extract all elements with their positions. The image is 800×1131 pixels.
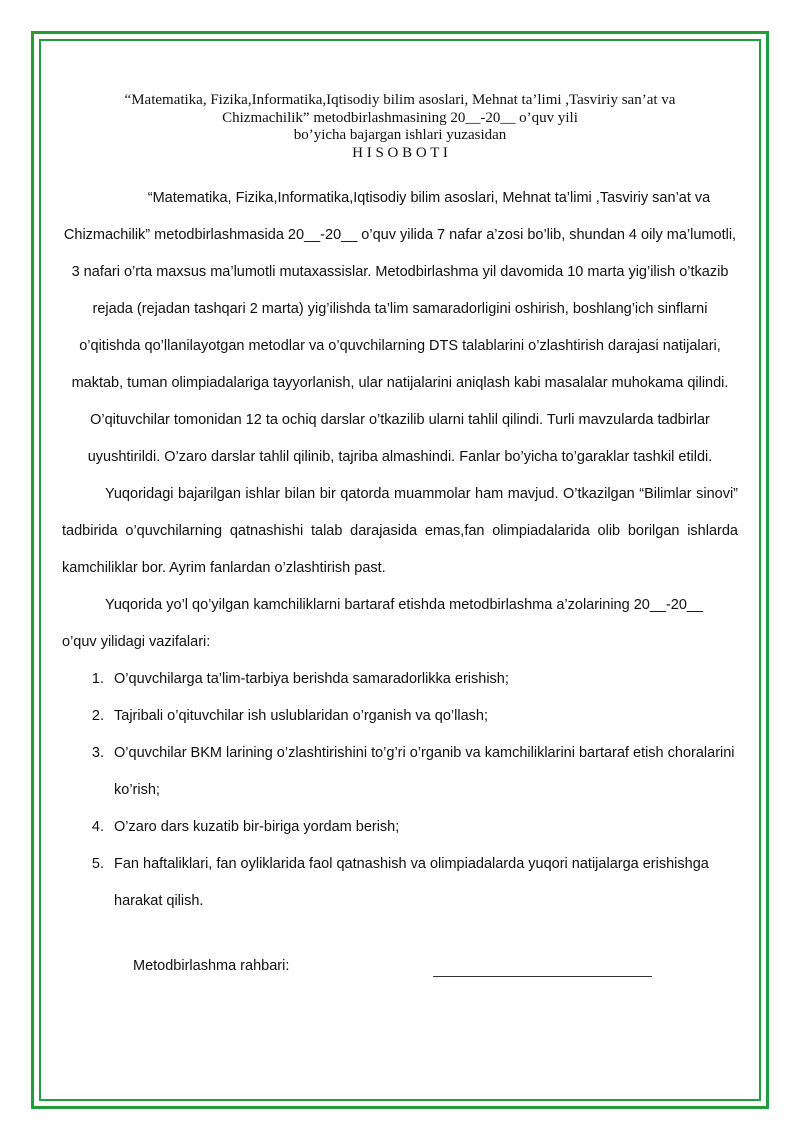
tasks-list [62, 661, 738, 920]
header-line-2: Chizmachilik” metodbirlashmasining 20__-20__ o’quv yili [222, 109, 578, 126]
document-title: H I S O B O T I [352, 144, 448, 161]
header-line-1: “Matematika, Fizika,Informatika,Iqtisodiy bilim asoslari, Mehnat ta’limi ,Tasviriy san’at va [124, 92, 676, 108]
signature-line [433, 976, 652, 977]
list-item: 3. O’quvchilar BKM larining o’zlashtirishini to’g’ri o’rganib va kamchiliklarini bartaraf etish choralarini ko’rish; [108, 735, 738, 809]
list-item: 1. O’quvchilarga ta’lim-tarbiya berishda samaradorlikka erishish; [108, 661, 738, 698]
tasks-intro: Yuqorida yo’l qo’yilgan kamchiliklarni bartaraf etishda metodbirlashma a’zolarining 20__-20__ o’quv yilidagi vazifalari: [62, 597, 704, 650]
signature-label: Metodbirlashma rahbari: [133, 958, 290, 974]
list-item: 4. O’zaro dars kuzatib bir-biriga yordam berish; [108, 809, 738, 846]
intro-paragraph [62, 180, 738, 476]
intro-text: “Matematika, Fizika,Informatika,Iqtisodiy bilim asoslari, Mehnat ta’limi ,Tasviriy san’at va Chizmachilik” metodbirlashmasida 20__-20__ o’quv yilida 7 nafar a’zosi bo’lib, shundan 4 oily ma’lumotli, 3 nafari o’rta maxsus ma’lumotli mutaxassislar. Metodbirlashma yil davomida 10 marta yig’ilish o’tkazib rejada (rejadan tashqari 2 marta) yig’ilishda ta’lim samaradorligini oshirish, boshlang’ich sinflarni o’qitishda qo’llanilayotgan metodlar va o’quvchilarning DTS talablarini o’zlashtirish darajasi natijalari, maktab, tuman olimpiadalariga tayyorlanish, ular natijalarini aniqlash kabi masalalar muhokama qilindi. O’qituvchilar tomonidan 12 ta ochiq darslar o’tkazilib ularni tahlil qilindi. Turli mavzularda tadbirlar uyushtirildi. O’zaro darslar tahlil qilinib, tajriba almashindi. Fanlar bo’yicha to’garaklar tashkil etildi. [63, 190, 737, 465]
list-item: 2. Tajribali o’qituvchilar ish uslublaridan o’rganish va qo’llash; [108, 698, 738, 735]
problems-paragraph: Yuqoridagi bajarilgan ishlar bilan bir qatorda muammolar ham mavjud. O’tkazilgan “Bilimlar sinovi” tadbirida o’quvchilarning qatnashishi talab darajasida emas,fan olimpiadalarida olib borilgan ishlarda kamchiliklar bor. Ayrim fanlardan o’zlashtirish past. [62, 486, 738, 576]
header-line-3: bo’yicha bajargan ishlari yuzasidan [293, 127, 507, 143]
document-header [70, 92, 730, 162]
document-body [62, 180, 738, 920]
list-item: 5. Fan haftaliklari, fan oyliklarida faol qatnashish va olimpiadalarda yuqori natijalarga erishishga harakat qilish. [108, 846, 738, 920]
